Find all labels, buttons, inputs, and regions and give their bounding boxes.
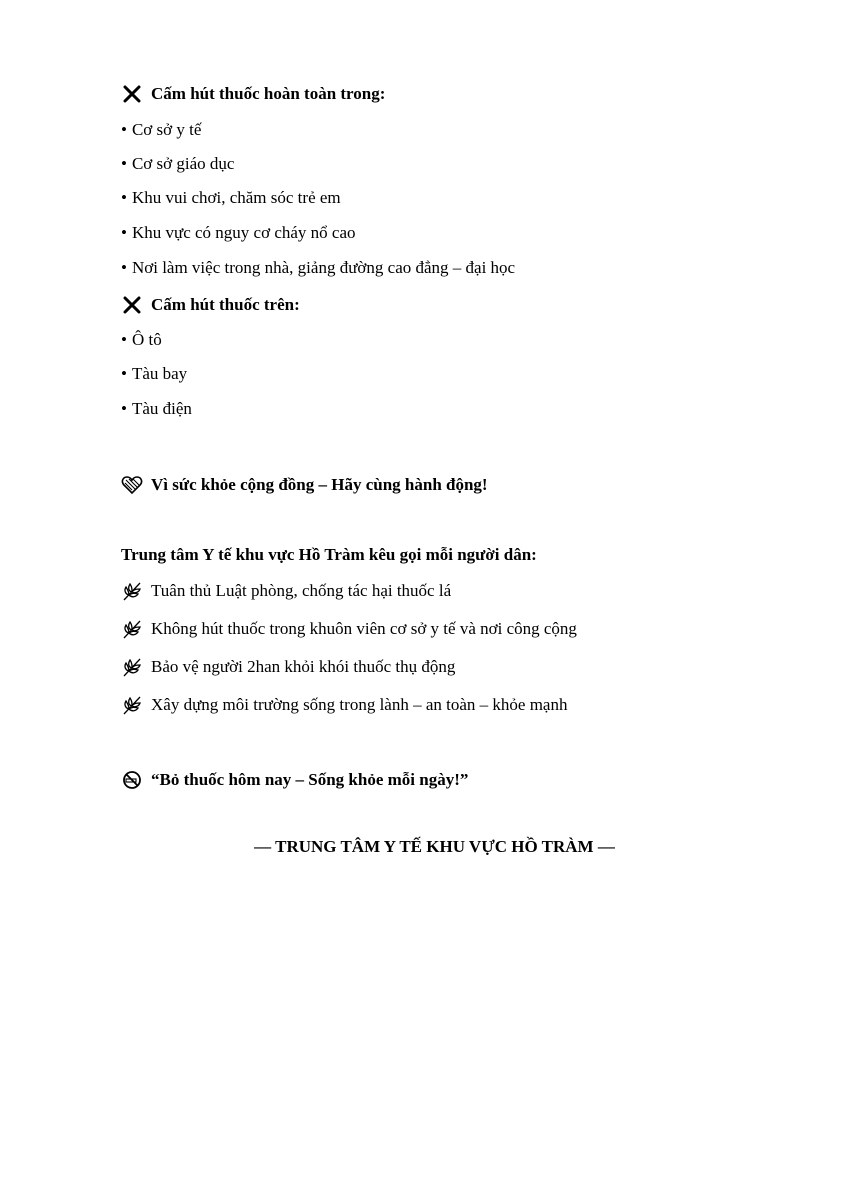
cross-icon — [121, 84, 143, 104]
list-item: Không hút thuốc trong khuôn viên cơ sở y tế và nơi công cộng — [121, 619, 577, 639]
section-vehicles-heading — [121, 295, 300, 315]
community-text: Vì sức khỏe cộng đồng – Hãy cùng hành động! — [151, 475, 488, 494]
leaf-icon — [121, 657, 143, 677]
signature: — TRUNG TÂM Y TẾ KHU VỰC HỒ TRÀM — — [254, 837, 615, 856]
cross-icon — [121, 295, 143, 315]
list-item: Bảo vệ người 2han khỏi khói thuốc thụ động — [121, 657, 455, 677]
list-item: • Cơ sở giáo dục — [121, 154, 235, 173]
leaf-icon — [121, 695, 143, 715]
section-vehicles-title: Cấm hút thuốc trên: — [151, 295, 300, 314]
list-item: • Cơ sở y tế — [121, 120, 202, 139]
leaf-icon — [121, 581, 143, 601]
list-item: • Tàu điện — [121, 399, 192, 418]
list-item: • Nơi làm việc trong nhà, giảng đường cao đẳng – đại học — [121, 258, 516, 277]
list-item: • Khu vực có nguy cơ cháy nổ cao — [121, 223, 356, 242]
list-item: Xây dựng môi trường sống trong lành – an toàn – khỏe mạnh — [121, 695, 567, 715]
list-item: • Tàu bay — [121, 364, 188, 383]
section-indoor-heading — [121, 84, 385, 104]
list-item: Tuân thủ Luật phòng, chống tác hại thuốc lá — [121, 581, 451, 601]
slogan-text: “Bỏ thuốc hôm nay – Sống khỏe mỗi ngày!” — [151, 770, 469, 789]
call-intro: Trung tâm Y tế khu vực Hồ Tràm kêu gọi mỗi người dân: — [121, 545, 537, 564]
leaf-icon — [121, 619, 143, 639]
community-line — [121, 475, 488, 495]
no-smoking-icon — [121, 770, 143, 790]
list-item: • Ô tô — [121, 330, 162, 349]
slogan-line — [121, 770, 468, 790]
list-item: • Khu vui chơi, chăm sóc trẻ em — [121, 188, 341, 207]
section-indoor-title: Cấm hút thuốc hoàn toàn trong: — [151, 84, 386, 103]
heart-icon — [121, 475, 143, 495]
